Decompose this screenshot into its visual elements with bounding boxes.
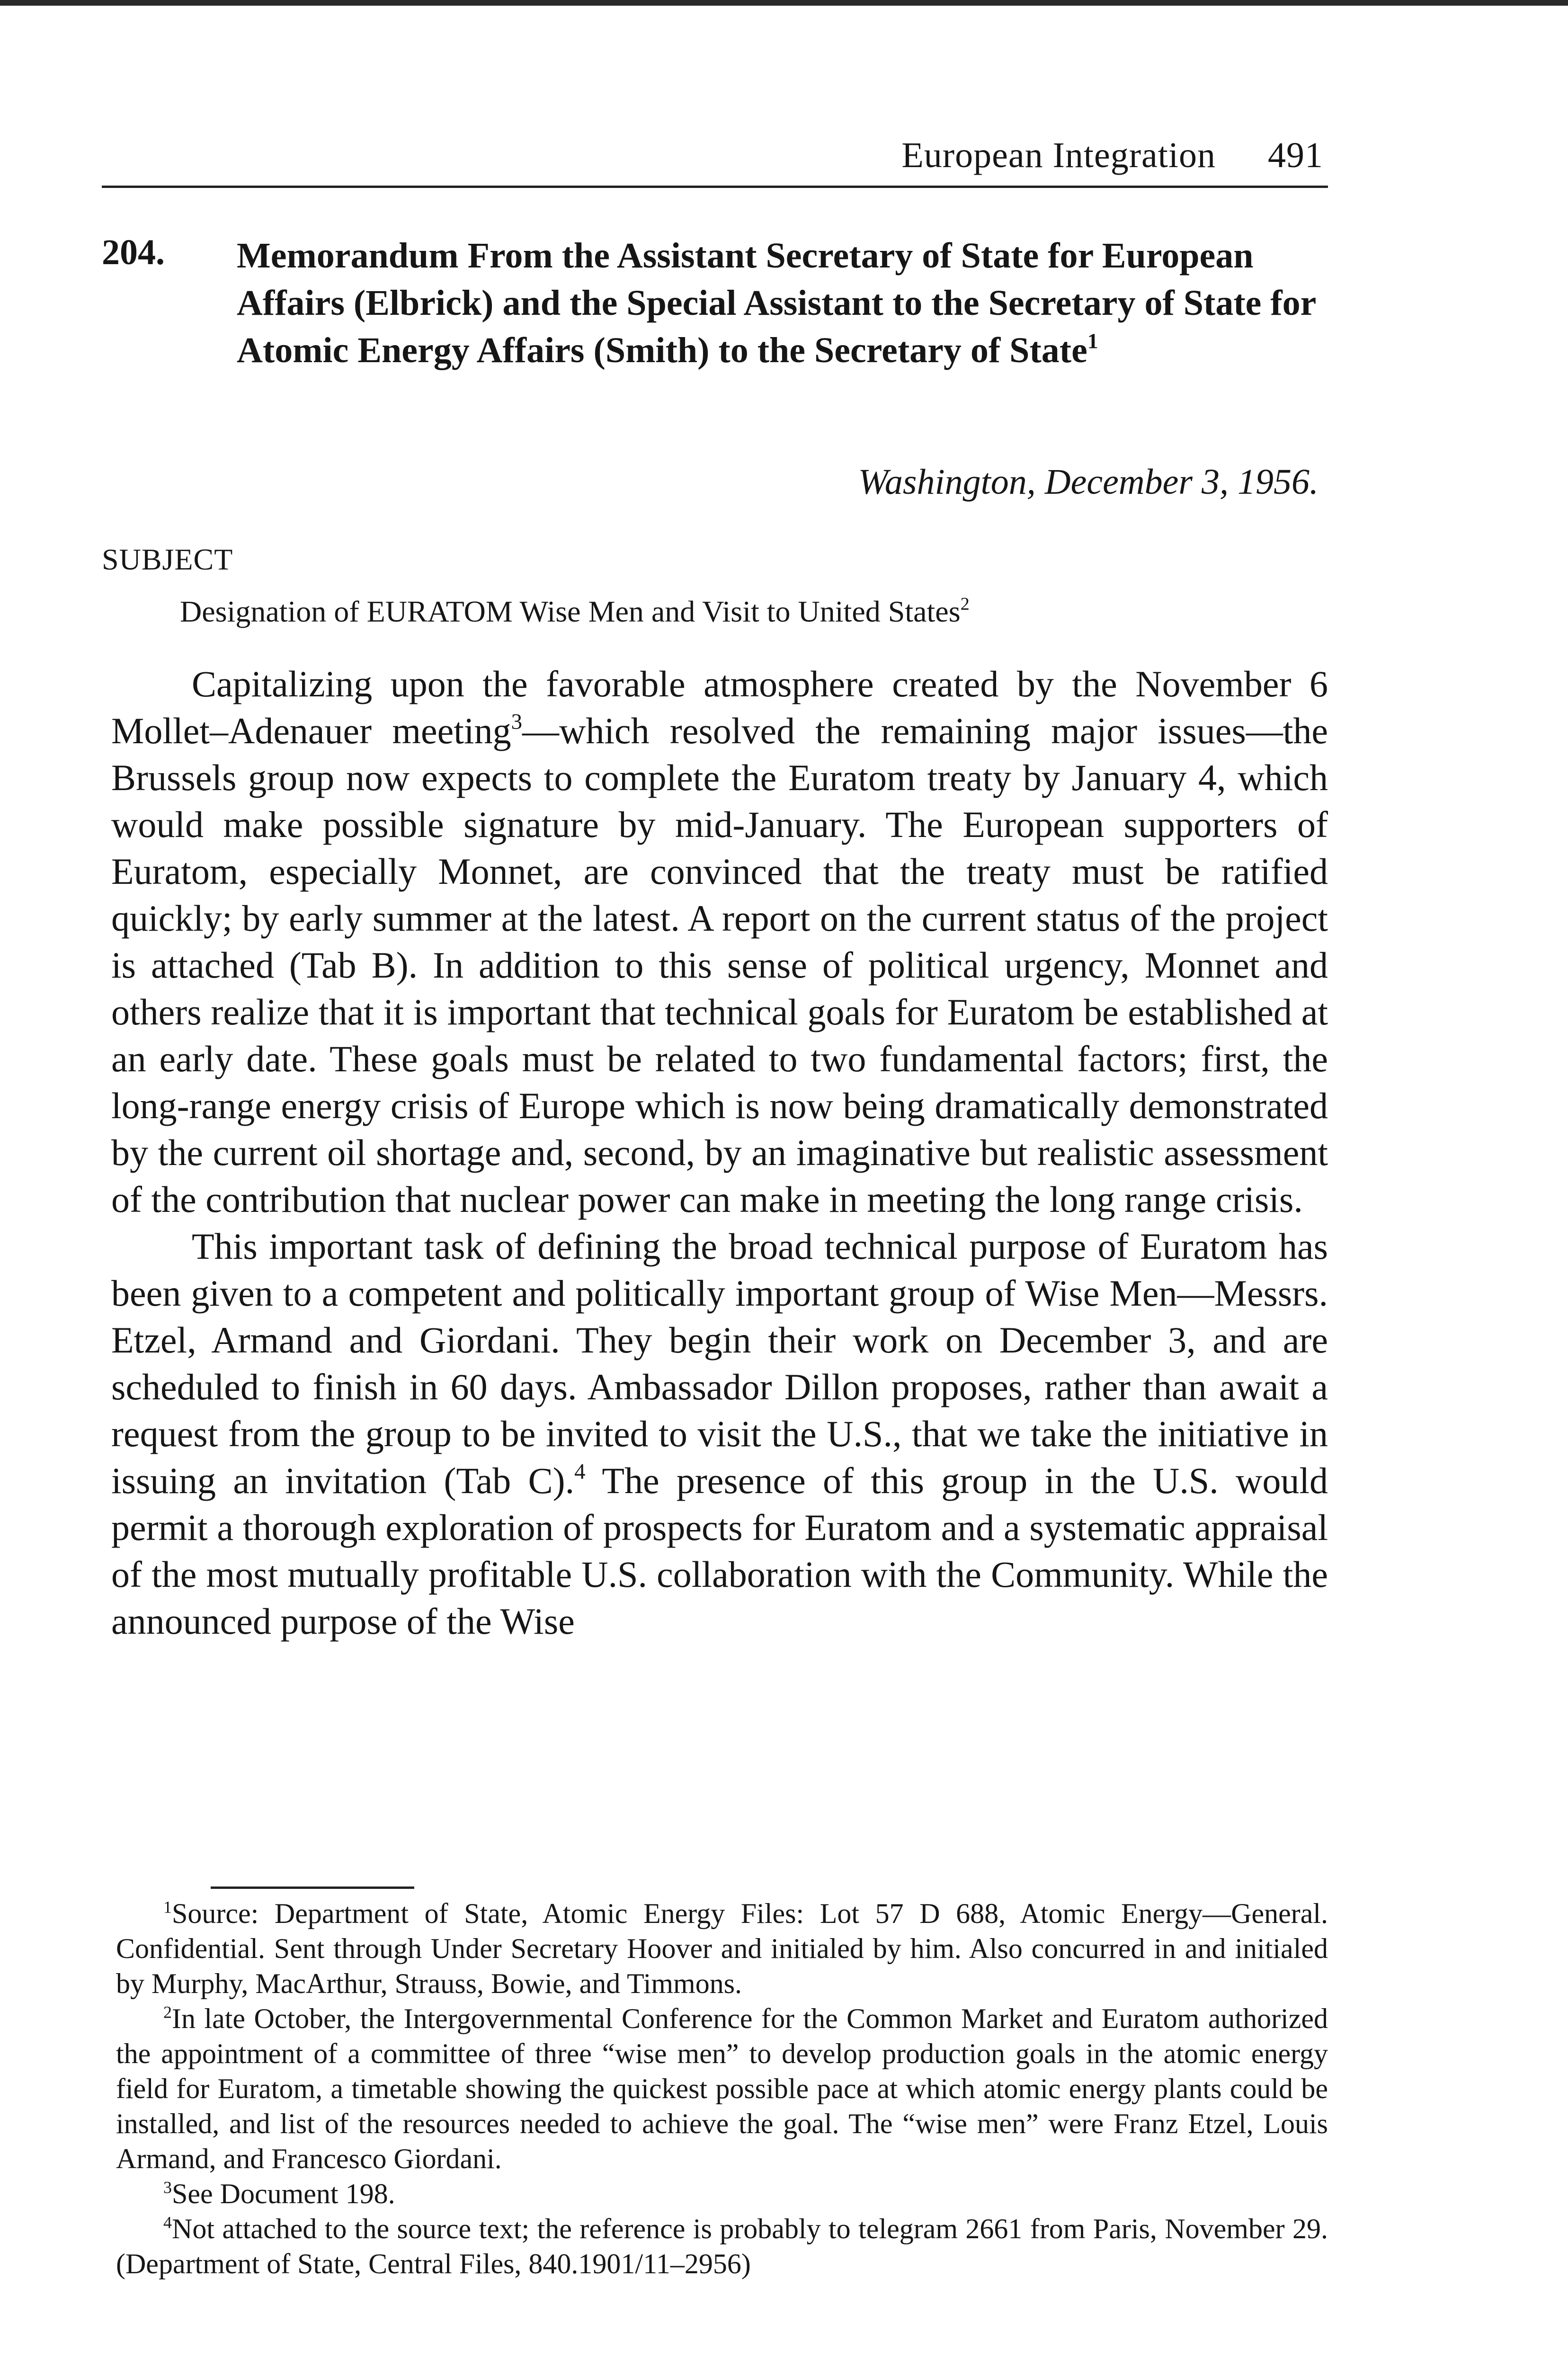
footnote-ref-1[interactable]: 1	[1087, 329, 1098, 353]
running-header	[901, 135, 1323, 176]
document-title	[237, 232, 1326, 374]
paragraph-2	[111, 1223, 1328, 1645]
document-number: 204.	[102, 232, 165, 272]
footnote-3-text: See Document 198.	[172, 2178, 395, 2209]
footnote-2-text: In late October, the Intergovernmental Conference for the Common Market and Euratom authorized the appointment of a committee of three “wise men” to develop production goals in the atomic energy field for Euratom, a timetable showing the quickest possible pace at which atomic energy plants could be installed, and list of the resources needed to achieve the goal. The “wise men” were Franz Etzel, Louis Armand, and Francesco Giordani.	[116, 2003, 1328, 2174]
footnote-mark-3: 3	[163, 2178, 172, 2197]
header-rule	[102, 186, 1328, 188]
subject-line	[180, 594, 970, 629]
footnote-3	[116, 2176, 1328, 2211]
subject-text: Designation of EURATOM Wise Men and Visit to United States	[180, 595, 961, 628]
footnote-4-text: Not attached to the source text; the reference is probably to telegram 2661 from Paris, November 29. (Department of State, Central Files, 840.1901/11–2956)	[116, 2213, 1328, 2279]
footnotes	[116, 1896, 1328, 2281]
footnote-mark-2: 2	[163, 2002, 172, 2022]
footnote-4	[116, 2211, 1328, 2281]
footnote-ref-3[interactable]: 3	[511, 709, 523, 734]
footnote-1	[116, 1896, 1328, 2001]
footnote-2	[116, 2001, 1328, 2176]
page-number: 491	[1268, 135, 1323, 175]
paragraph-2-part-b: The presence of this group in the U.S. would permit a thorough exploration of prospects for Euratom and a systematic appraisal of the most mutually profitable U.S. collaboration with the Community. While the announced purpose of the Wise	[111, 1460, 1328, 1642]
document-title-text: Memorandum From the Assistant Secretary of State for European Affairs (Elbrick) and the Special Assistant to the Secretary of State for Atomic Energy Affairs (Smith) to the Secretary of State	[237, 236, 1316, 370]
dateline: Washington, December 3, 1956.	[858, 462, 1319, 502]
footnote-mark-1: 1	[163, 1897, 172, 1917]
footnote-1-text: Source: Department of State, Atomic Energy Files: Lot 57 D 688, Atomic Energy—General. Confidential. Sent through Under Secretary Hoover and initialed by him. Also concurred in and initialed by Murphy, MacArthur, Strauss, Bowie, and Timmons.	[116, 1898, 1328, 1999]
subject-label: SUBJECT	[102, 543, 233, 576]
footnote-ref-4[interactable]: 4	[574, 1459, 586, 1484]
paragraph-1	[111, 660, 1328, 1223]
running-title: European Integration	[901, 135, 1216, 175]
page-top-edge	[0, 0, 1568, 6]
footnote-rule	[211, 1886, 414, 1889]
paragraph-1-part-a: Capitalizing upon the favorable atmosphere created by the November 6 Mollet–Adenauer meeting	[111, 663, 1328, 751]
footnote-ref-2[interactable]: 2	[960, 594, 970, 614]
memorandum-body	[111, 660, 1328, 1645]
footnote-mark-4: 4	[163, 2213, 172, 2232]
paragraph-2-part-a: This important task of defining the broad technical purpose of Euratom has been given to a competent and politically important group of Wise Men—Messrs. Etzel, Armand and Giordani. They begin their work on December 3, and are scheduled to finish in 60 days. Ambassador Dillon proposes, rather than await a request from the group to be invited to visit the U.S., that we take the initiative in issuing an invitation (Tab C).	[111, 1226, 1328, 1501]
paragraph-1-part-b: —which resolved the remaining major issues—the Brussels group now expects to complete the Euratom treaty by January 4, which would make possible signature by mid-January. The European supporters of Euratom, especially Monnet, are convinced that the treaty must be ratified quickly; by early summer at the latest. A report on the current status of the project is attached (Tab B). In addition to this sense of political urgency, Monnet and others realize that it is important that technical goals for Euratom be established at an early date. These goals must be related to two fundamental factors; first, the long-range energy crisis of Europe which is now being dramatically demonstrated by the current oil shortage and, second, by an imaginative but realistic assessment of the contribution that nuclear power can make in meeting the long range crisis.	[111, 710, 1328, 1220]
